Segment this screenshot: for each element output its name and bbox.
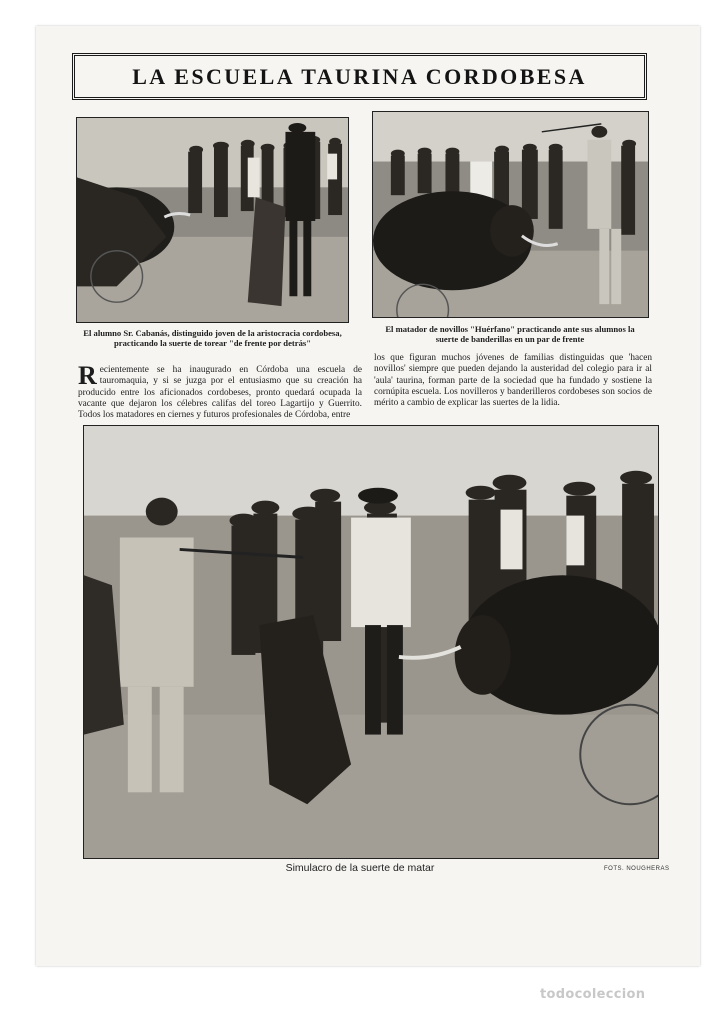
- photo-simulacro-matar: [83, 425, 659, 859]
- article-text-left: ecientemente se ha inaugurado en Córdoba una escuela de tauromaquia, y si se juzga por el entusiasmo que su creación ha producido entre los aficionados cordobeses, pronto quedará ocupada la vacante que dejaron los célebres califas del toreo Lagartijo y Guerrito. Todos los matadores en ciernes y futuros profesionales de Córdoba, entre: [78, 365, 362, 421]
- article-column-right: [374, 353, 652, 409]
- caption-photo1: El alumno Sr. Cabanás, distinguido joven de la aristocracia cordobesa, practicando la suerte de torear "de frente por detrás": [83, 328, 342, 348]
- headline-box: [72, 53, 647, 100]
- watermark-text: todocoleccion: [540, 987, 646, 1002]
- photo-credit: FOTS. NOUGHERAS: [604, 866, 670, 872]
- article-column-left: [78, 361, 362, 421]
- photo-huerfano-banderillas: [372, 111, 649, 318]
- caption-photo3: Simulacro de la suerte de matar: [285, 862, 435, 874]
- drop-cap: R: [78, 361, 97, 390]
- photo-cabanas-toreo: [76, 117, 349, 323]
- article-text-right: los que figuran muchos jóvenes de familias distinguidas que 'hacen novillos' siempre que pueden dejando la austeridad del colegio para ir al 'aula' taurina, forman parte de la sociedad que ha fundado y sostiene la cornúpita escuela. Los novilleros y banderilleros cordobeses son socios de mérito a cambio de explicar las suertes de la lidia.: [374, 353, 652, 409]
- caption-photo2: El matador de novillos "Huérfano" practicando ante sus alumnos la suerte de banderillas en un par de frente: [385, 324, 635, 344]
- page-title: LA ESCUELA TAURINA CORDOBESA: [132, 63, 587, 89]
